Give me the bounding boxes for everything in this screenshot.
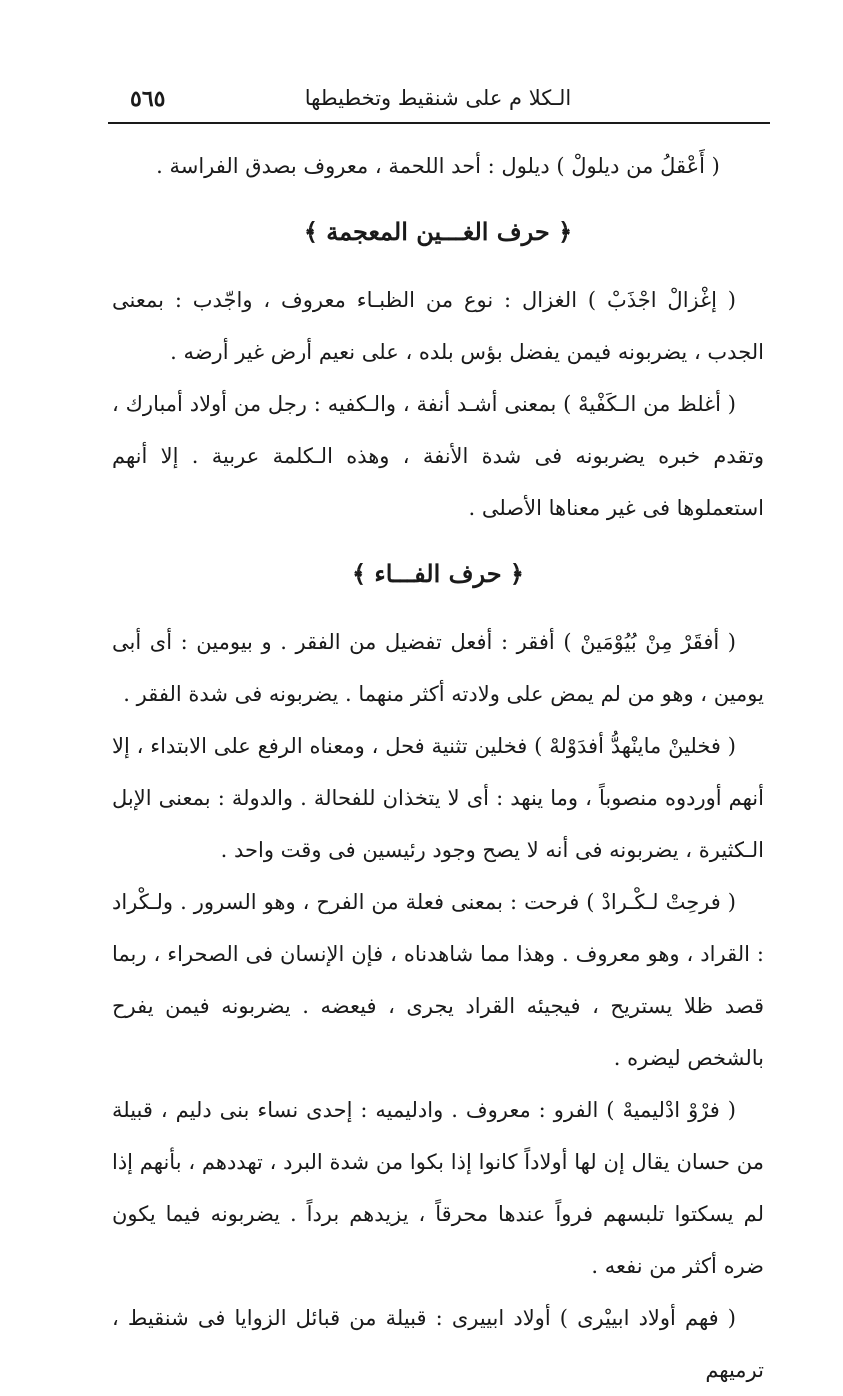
entry-fahum: ( فهم أولاد ابييْرى ) أولاد ابييرى : قبيلة من قبائل الزوايا فى شنقيط ، ترميهم [112, 1306, 764, 1382]
entry-ighzal: ( إغْزالْ اجْذَبْ ) الغزال : نوع من الظبـاء معروف ، واجّدب : بمعنى الجدب ، يضربونه فيمن يفضل بؤس بلده ، على نعيم أرض غير أرضه . [112, 288, 764, 364]
entry-afqar: ( أفقَرْ مِنْ بُيُوْمَينْ ) أفقر : أفعل تفضيل من الفقر . و بيومين : أى أبى يومين ، وهو من لم يمض على ولادته أكثر منهما . يضربونه فى شدة الفقر . [112, 630, 764, 706]
running-title: الـكلا م على شنقيط وتخطيطها [304, 86, 572, 110]
page-number: ٥٦٥ [130, 86, 166, 112]
entry-farw: ( فرْوْ ادْليميهْ ) الفرو : معروف . وادليميه : إحدى نساء بنى دليم ، قبيلة من حسان يقال إن لها أولاداً كانوا إذا بكوا من شدة البرد ، تهددهم ، بأنهم إذا لم يسكتوا تلبسهم فرواً عندها محرقاً ، يزيدهم برداً . يضربونه فيما يكون ضره أكثر من نفعه . [112, 1098, 764, 1278]
entry-khalayn: ( فخلينْ ماينْهدُّ أفدَوْلهْ ) فخلين تثنية فحل ، ومعناه الرفع على الابتداء ، إلا أنهم أوردوه منصوباً ، وما ينهد : أى لا يتخذان للفحالة . والدولة : بمعنى الإبل الـكثيرة ، يضربونه فى أنه لا يصح وجود رئيسين فى وقت واحد . [112, 734, 764, 862]
entry-aghlaz: ( أغلظ من الـكَفْيهْ ) بمعنى أشـد أنفة ، والـكفيه : رجل من أولاد أمبارك ، وتقدم خبره يضربونه فى شدة الأنفة ، وهذه الـكلمة عربية . إلا أنهم استعملوها فى غير معناها الأصلى . [112, 392, 764, 520]
section-heading-fa: ﴿ حرف الفـــاء ﴾ [352, 559, 524, 588]
page-header [108, 82, 768, 122]
header-divider [108, 122, 770, 124]
page-body [112, 140, 764, 1396]
intro-entry: ( أَعْقلُ من ديلولْ ) ديلول : أحد اللحمة ، معروف بصدق الفراسة . [156, 154, 720, 178]
entry-farihat: ( فرحِتْ لـكْـرادْ ) فرحت : بمعنى فعلة من الفرح ، وهو السرور . ولـكْراد : القراد ، وهو معروف . وهذا مما شاهدناه ، فإن الإنسان فى الصحراء ، ربما قصد ظلا يستريح ، فيجيئه القراد يجرى ، فيعضه . يضربونه فيمن يفرح بالشخص ليضره . [112, 890, 764, 1070]
section-heading-ghain: ﴿ حرف الغـــين المعجمة ﴾ [303, 217, 573, 246]
